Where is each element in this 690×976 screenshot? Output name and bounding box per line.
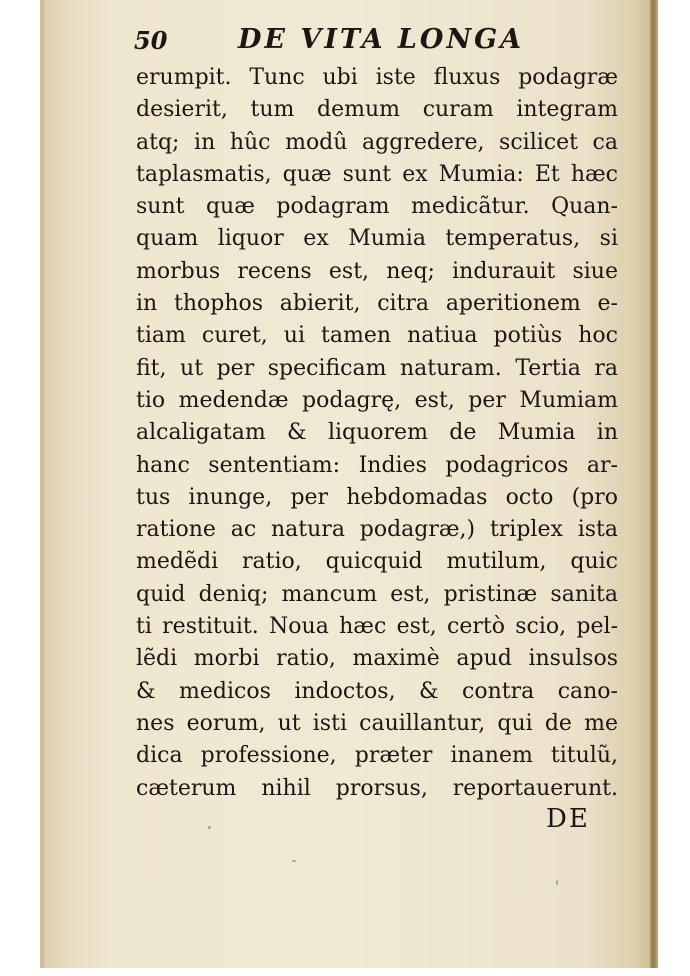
text-line: desierit, tum demum curam integram <box>136 97 618 123</box>
text-line: erumpit. Tunc ubi iste fluxus podagræ <box>136 65 618 90</box>
text-line: tiam curet, ui tamen natiua potiùs hoc <box>136 323 618 349</box>
text-line: & medicos indoctos, & contra cano- <box>136 678 618 704</box>
text-line: medẽdi ratio, quicquid mutilum, quic <box>136 549 618 575</box>
text-line: ratione ac natura podagræ,) triplex ista <box>136 517 618 543</box>
page-edge <box>650 0 658 968</box>
text-line: alcaligatam & liquorem de Mumia in <box>136 420 618 446</box>
gutter-shadow <box>40 0 44 968</box>
text-line: hanc sententiam: Indies podagricos ar- <box>136 452 618 478</box>
text-line: tio medendæ podagrę, est, per Mumiam <box>136 387 618 413</box>
text-line: ti restituit. Noua hæc est, certò scio, pel- <box>136 614 618 640</box>
text-line: lẽdi morbi ratio, maximè apud insulsos <box>136 646 618 672</box>
text-line: sunt quæ podagram medicãtur. Quan- <box>136 194 618 220</box>
text-line: tus inunge, per hebdomadas octo (pro <box>136 484 618 510</box>
page-header <box>134 22 594 58</box>
text-line: nes eorum, ut isti cauillantur, qui de me <box>136 710 618 736</box>
ink-speck <box>292 860 296 862</box>
catchword: DE <box>546 804 590 834</box>
text-line: dica professione, præter inanem titulũ, <box>136 743 618 769</box>
text-line: in thophos abierit, citra aperitionem e- <box>136 291 618 317</box>
text-line: fit, ut per specificam naturam. Tertia ra <box>136 355 618 381</box>
text-line: quam liquor ex Mumia temperatus, si <box>136 226 618 252</box>
text-line: atq; in hûc modû aggredere, scilicet ca <box>136 129 618 155</box>
body-text <box>136 62 618 805</box>
text-line: cæterum nihil prorsus, reportauerunt. <box>136 775 618 801</box>
running-title: DE VITA LONGA <box>238 24 525 55</box>
text-line: taplasmatis, quæ sunt ex Mumia: Et hæc <box>136 161 618 187</box>
page-number: 50 <box>134 26 168 55</box>
text-line: quid deniq; mancum est, pristinæ sanita <box>136 581 618 607</box>
text-line: morbus recens est, neq; indurauit siue <box>136 258 618 284</box>
ink-speck <box>208 826 211 829</box>
ink-speck <box>556 880 558 885</box>
